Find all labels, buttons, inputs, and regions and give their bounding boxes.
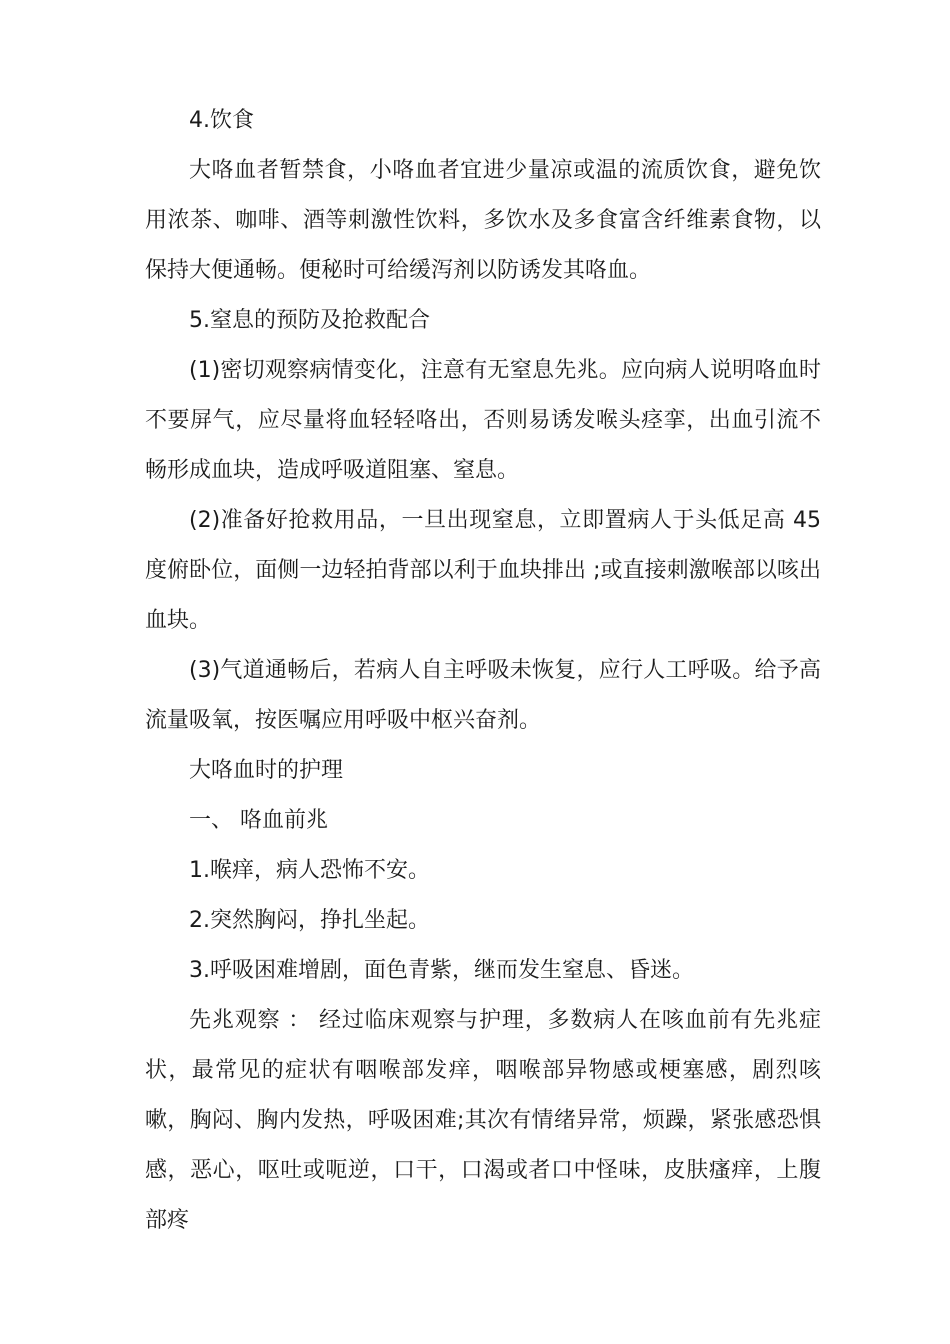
list-item-precursor-3: 3.呼吸困难增剧，面色青紫，继而发生窒息、昏迷。 [189,958,694,983]
paragraph-asphyxia-2: (2)准备好抢救用品，一旦出现窒息，立即置病人于头低足高 45度俯卧位，面侧一边轻拍背部以利于血块排出 ;或直接刺激喉部以咳出血块。 [145,508,821,633]
paragraph-asphyxia-1: (1)密切观察病情变化，注意有无窒息先兆。应向病人说明咯血时不要屏气，应尽量将血轻轻咯出，否则易诱发喉头痉挛，出血引流不畅形成血块，造成呼吸道阻塞、窒息。 [145,358,821,483]
section-heading-asphyxia: 5.窒息的预防及抢救配合 [189,308,430,333]
document-body [145,96,821,1246]
paragraph-diet: 大咯血者暂禁食，小咯血者宜进少量凉或温的流质饮食，避免饮用浓茶、咖啡、酒等刺激性饮料，多饮水及多食富含纤维素食物，以保持大便通畅。便秘时可给缓泻剂以防诱发其咯血。 [145,158,821,283]
list-item-precursor-1: 1.喉痒，病人恐怖不安。 [189,858,430,883]
paragraph-asphyxia-3: (3)气道通畅后，若病人自主呼吸未恢复，应行人工呼吸。给予高流量吸氧，按医嘱应用呼吸中枢兴奋剂。 [145,658,821,733]
section-heading-diet: 4.饮食 [189,108,254,133]
list-item-precursor-2: 2.突然胸闷，挣扎坐起。 [189,908,430,933]
section-heading-major-hemoptysis: 大咯血时的护理 [189,758,344,783]
subheading-precursors: 一、 咯血前兆 [189,808,328,833]
paragraph-precursor-observation: 先兆观察 ： 经过临床观察与护理，多数病人在咳血前有先兆症状，最常见的症状有咽喉部发痒，咽喉部异物感或梗塞感，剧烈咳嗽，胸闷、胸内发热，呼吸困难;其次有情绪异常，烦躁，紧张感恐惧感，恶心，呕吐或呃逆，口干，口渴或者口中怪味，皮肤瘙痒，上腹部疼 [145,1008,821,1233]
